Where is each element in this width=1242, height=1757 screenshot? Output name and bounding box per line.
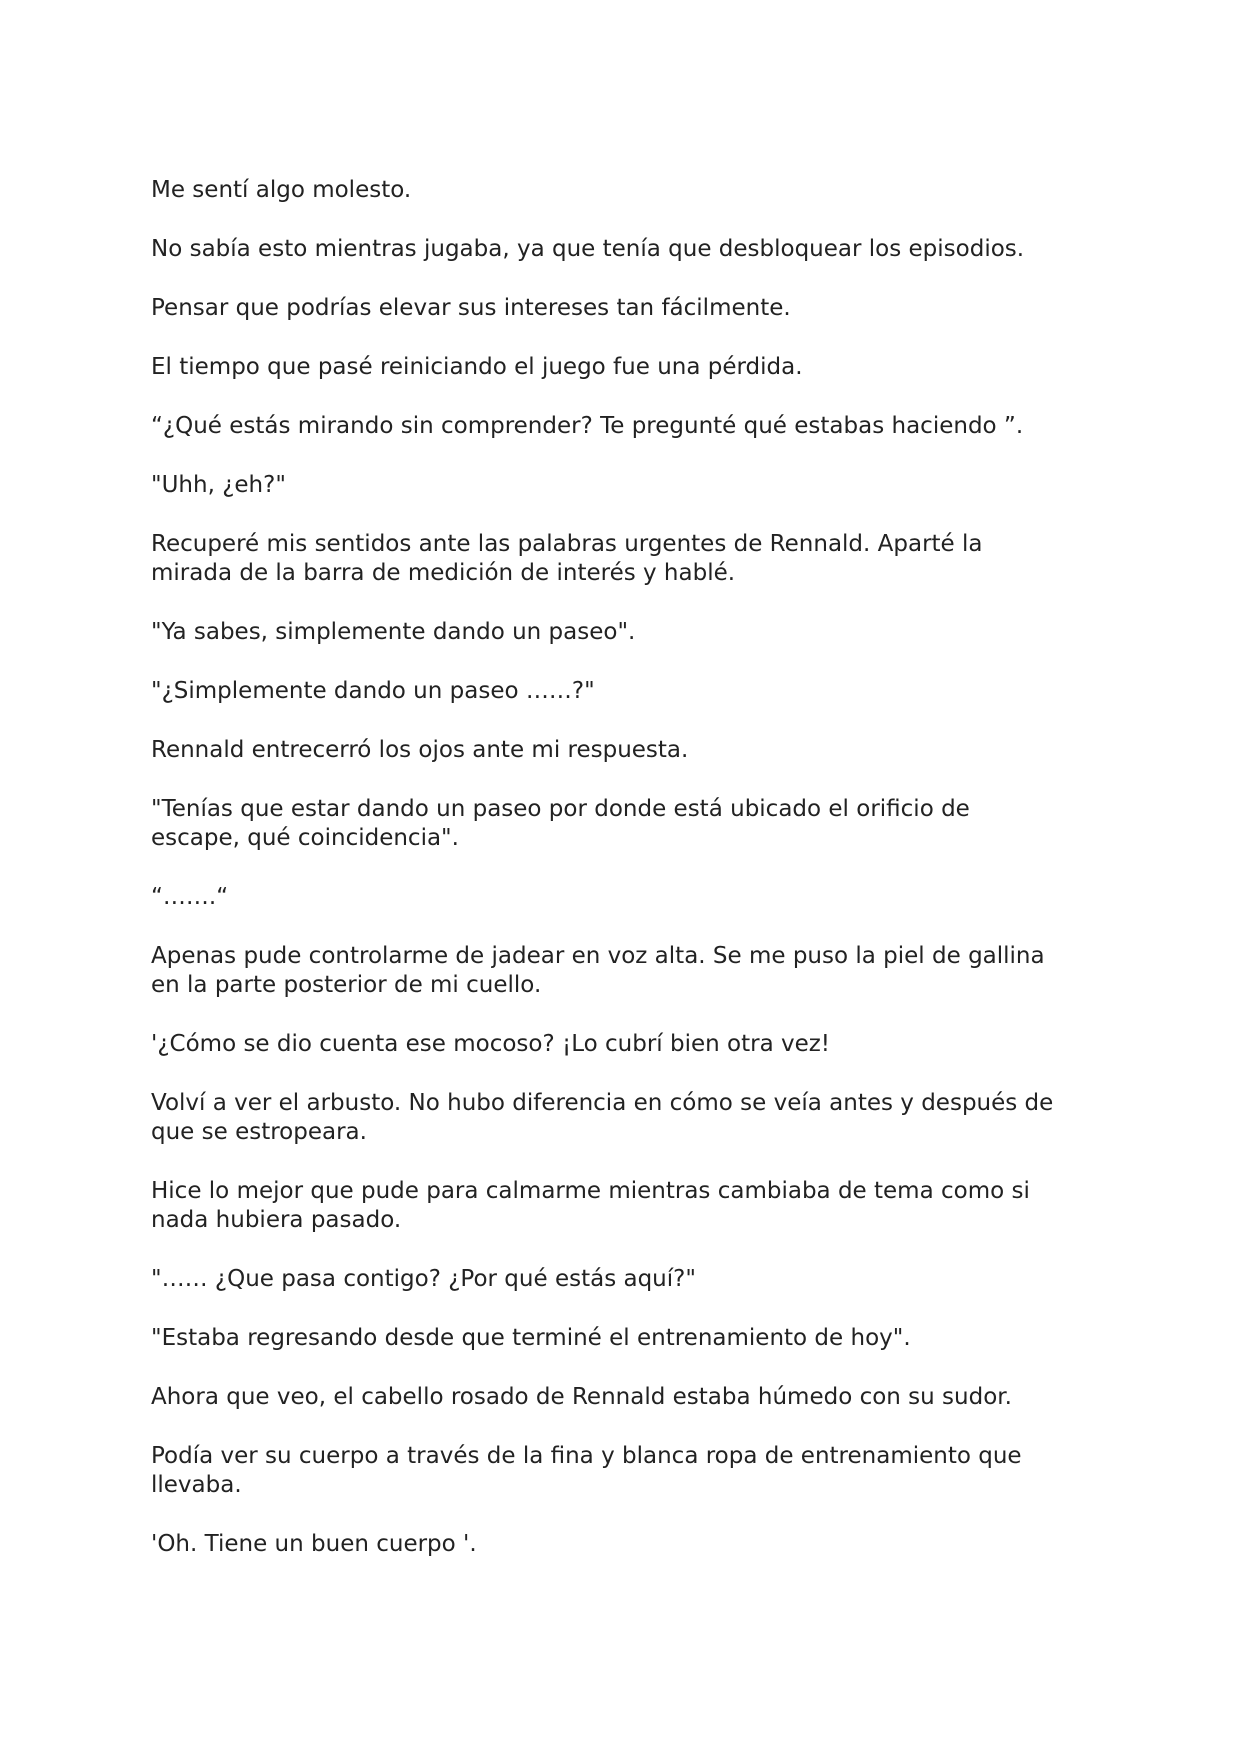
paragraph: Hice lo mejor que pude para calmarme mientras cambiaba de tema como si nada hubiera pasado. <box>151 1178 1030 1233</box>
paragraph: '¿Cómo se dio cuenta ese mocoso? ¡Lo cubrí bien otra vez! <box>151 1031 831 1057</box>
paragraph: "Tenías que estar dando un paseo por donde está ubicado el orificio de escape, qué coincidencia". <box>151 796 970 851</box>
paragraph: “…….“ <box>151 884 229 910</box>
paragraph: Recuperé mis sentidos ante las palabras urgentes de Rennald. Aparté la mirada de la barra de medición de interés y hablé. <box>151 531 983 586</box>
paragraph: 'Oh. Tiene un buen cuerpo '. <box>151 1531 477 1557</box>
paragraph: Rennald entrecerró los ojos ante mi respuesta. <box>151 737 689 763</box>
paragraph: No sabía esto mientras jugaba, ya que tenía que desbloquear los episodios. <box>151 236 1025 262</box>
paragraph: "¿Simplemente dando un paseo ……?" <box>151 678 595 704</box>
document-page <box>151 176 1101 1589</box>
paragraph: Me sentí algo molesto. <box>151 177 412 203</box>
paragraph: Apenas pude controlarme de jadear en voz alta. Se me puso la piel de gallina en la parte posterior de mi cuello. <box>151 943 1045 998</box>
paragraph: Podía ver su cuerpo a través de la fina y blanca ropa de entrenamiento que llevaba. <box>151 1443 1022 1498</box>
paragraph: Ahora que veo, el cabello rosado de Rennald estaba húmedo con su sudor. <box>151 1384 1012 1410</box>
paragraph: “¿Qué estás mirando sin comprender? Te pregunté qué estabas haciendo ”. <box>151 413 1024 439</box>
paragraph: "Uhh, ¿eh?" <box>151 472 286 498</box>
paragraph: Pensar que podrías elevar sus intereses tan fácilmente. <box>151 295 791 321</box>
paragraph: "Estaba regresando desde que terminé el entrenamiento de hoy". <box>151 1325 911 1351</box>
paragraph: "Ya sabes, simplemente dando un paseo". <box>151 619 636 645</box>
paragraph: El tiempo que pasé reiniciando el juego fue una pérdida. <box>151 354 803 380</box>
paragraph: Volví a ver el arbusto. No hubo diferencia en cómo se veía antes y después de que se estropeara. <box>151 1090 1054 1145</box>
paragraph: "…… ¿Que pasa contigo? ¿Por qué estás aquí?" <box>151 1266 696 1292</box>
